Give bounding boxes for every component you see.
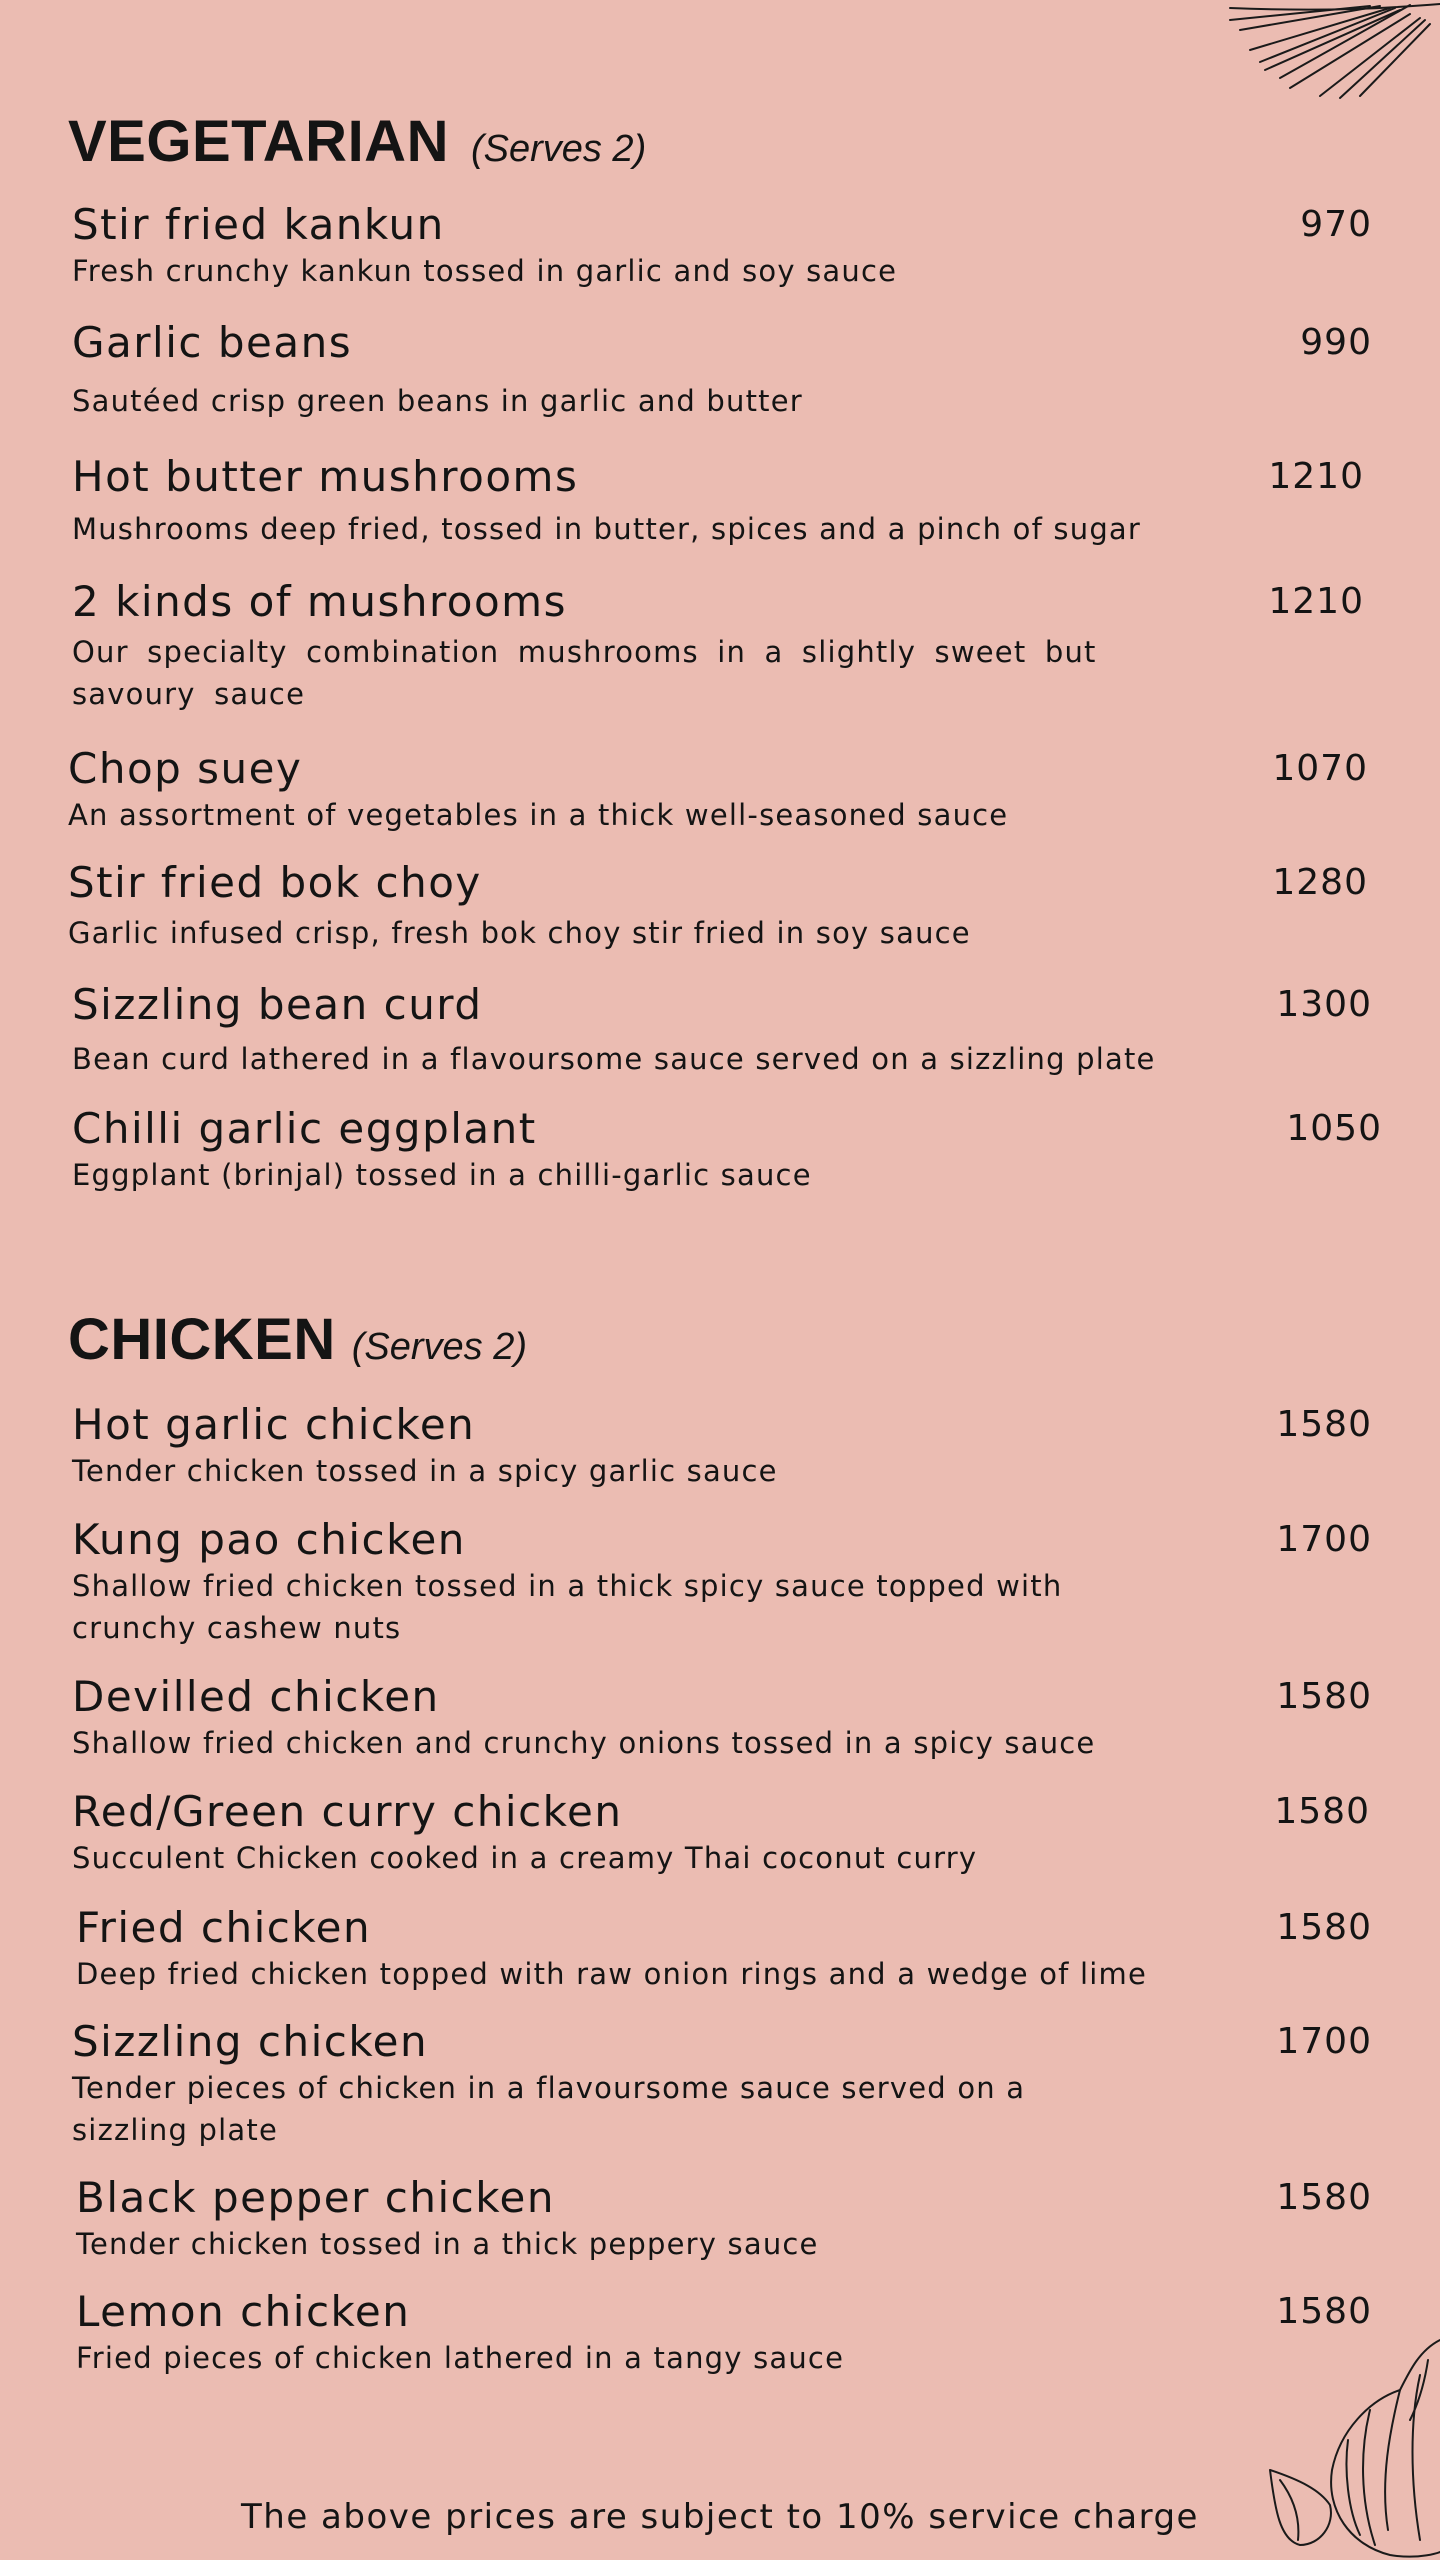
menu-item bbox=[68, 744, 1368, 836]
menu-item bbox=[68, 858, 1368, 954]
dish-description: Shallow fried chicken tossed in a thick spicy sauce topped with crunchy cashew nuts bbox=[72, 1569, 1063, 1645]
menu-item bbox=[72, 1672, 1372, 1764]
dish-price: 1700 bbox=[1276, 2021, 1372, 2062]
dish-price: 1300 bbox=[1276, 984, 1372, 1025]
menu-item bbox=[72, 1400, 1372, 1492]
dish-name: Stir fried bok choy bbox=[68, 858, 482, 907]
dish-name: Stir fried kankun bbox=[72, 200, 445, 249]
section-title: VEGETARIAN bbox=[68, 109, 449, 174]
dish-description: An assortment of vegetables in a thick well-seasoned sauce bbox=[68, 798, 1009, 832]
dish-description: Fresh crunchy kankun tossed in garlic and soy sauce bbox=[72, 254, 898, 288]
menu-item bbox=[72, 200, 1372, 292]
dish-description: Eggplant (brinjal) tossed in a chilli-garlic sauce bbox=[72, 1158, 812, 1192]
dish-name: Red/Green curry chicken bbox=[72, 1787, 623, 1836]
dish-description: Succulent Chicken cooked in a creamy Thai coconut curry bbox=[72, 1841, 978, 1875]
dish-price: 1580 bbox=[1274, 1791, 1370, 1832]
dish-price: 1050 bbox=[1286, 1108, 1382, 1149]
dish-name: Black pepper chicken bbox=[76, 2173, 556, 2222]
dish-name: Sizzling chicken bbox=[72, 2017, 429, 2066]
menu-item bbox=[72, 2017, 1372, 2151]
dish-description: Garlic infused crisp, fresh bok choy stir fried in soy sauce bbox=[68, 916, 971, 950]
dish-price: 1580 bbox=[1276, 1907, 1372, 1948]
dish-price: 970 bbox=[1300, 204, 1372, 245]
dish-name: Hot garlic chicken bbox=[72, 1400, 476, 1449]
menu-item bbox=[72, 318, 1372, 422]
dish-price: 1070 bbox=[1272, 748, 1368, 789]
dish-name: Sizzling bean curd bbox=[72, 980, 483, 1029]
menu-item bbox=[72, 1515, 1372, 1649]
dish-price: 1580 bbox=[1276, 2177, 1372, 2218]
menu-item bbox=[72, 577, 1372, 715]
section-title: CHICKEN bbox=[68, 1307, 336, 1372]
menu-item bbox=[76, 2287, 1376, 2379]
dish-description: Shallow fried chicken and crunchy onions tossed in a spicy sauce bbox=[72, 1726, 1096, 1760]
dish-price: 1700 bbox=[1276, 1519, 1372, 1560]
dish-description: Tender pieces of chicken in a flavoursome sauce served on a sizzling plate bbox=[72, 2071, 1026, 2147]
dish-price: 1580 bbox=[1276, 1404, 1372, 1445]
dish-description: Fried pieces of chicken lathered in a tangy sauce bbox=[76, 2341, 845, 2375]
menu-item bbox=[72, 980, 1372, 1080]
dish-price: 1580 bbox=[1276, 1676, 1372, 1717]
dish-description: Tender chicken tossed in a spicy garlic sauce bbox=[72, 1454, 778, 1488]
dish-price: 1580 bbox=[1276, 2291, 1372, 2332]
dish-description: Mushrooms deep fried, tossed in butter, spices and a pinch of sugar bbox=[72, 512, 1142, 546]
dish-price: 1210 bbox=[1268, 456, 1364, 497]
dish-description: Tender chicken tossed in a thick peppery sauce bbox=[76, 2227, 819, 2261]
dish-name: Garlic beans bbox=[72, 318, 353, 367]
dish-description: Deep fried chicken topped with raw onion rings and a wedge of lime bbox=[76, 1957, 1147, 1991]
chicken-section-heading bbox=[68, 1306, 527, 1373]
menu-item bbox=[76, 2173, 1376, 2265]
dish-name: Devilled chicken bbox=[72, 1672, 440, 1721]
menu-item bbox=[72, 452, 1372, 550]
section-serves-note: (Serves 2) bbox=[470, 128, 647, 170]
dish-name: 2 kinds of mushrooms bbox=[72, 577, 567, 626]
dish-description: Our specialty combination mushrooms in a slightly sweet but savoury sauce bbox=[72, 635, 1097, 711]
dish-name: Kung pao chicken bbox=[72, 1515, 466, 1564]
dish-price: 1210 bbox=[1268, 581, 1364, 622]
service-charge-note: The above prices are subject to 10% service charge bbox=[241, 2497, 1199, 2537]
dish-description: Bean curd lathered in a flavoursome sauce served on a sizzling plate bbox=[72, 1042, 1156, 1076]
vegetarian-section-heading bbox=[68, 108, 646, 175]
menu-item bbox=[76, 1903, 1376, 1995]
menu-item bbox=[72, 1104, 1382, 1196]
dish-name: Fried chicken bbox=[76, 1903, 372, 1952]
dish-price: 1280 bbox=[1272, 862, 1368, 903]
section-serves-note: (Serves 2) bbox=[351, 1326, 528, 1368]
palm-leaf-icon bbox=[1220, 0, 1440, 100]
dish-name: Lemon chicken bbox=[76, 2287, 411, 2336]
dish-name: Chilli garlic eggplant bbox=[72, 1104, 537, 1153]
menu-item bbox=[72, 1787, 1372, 1879]
dish-name: Hot butter mushrooms bbox=[72, 452, 579, 501]
dish-price: 990 bbox=[1300, 322, 1372, 363]
dish-name: Chop suey bbox=[68, 744, 303, 793]
dish-description: Sautéed crisp green beans in garlic and butter bbox=[72, 384, 803, 418]
